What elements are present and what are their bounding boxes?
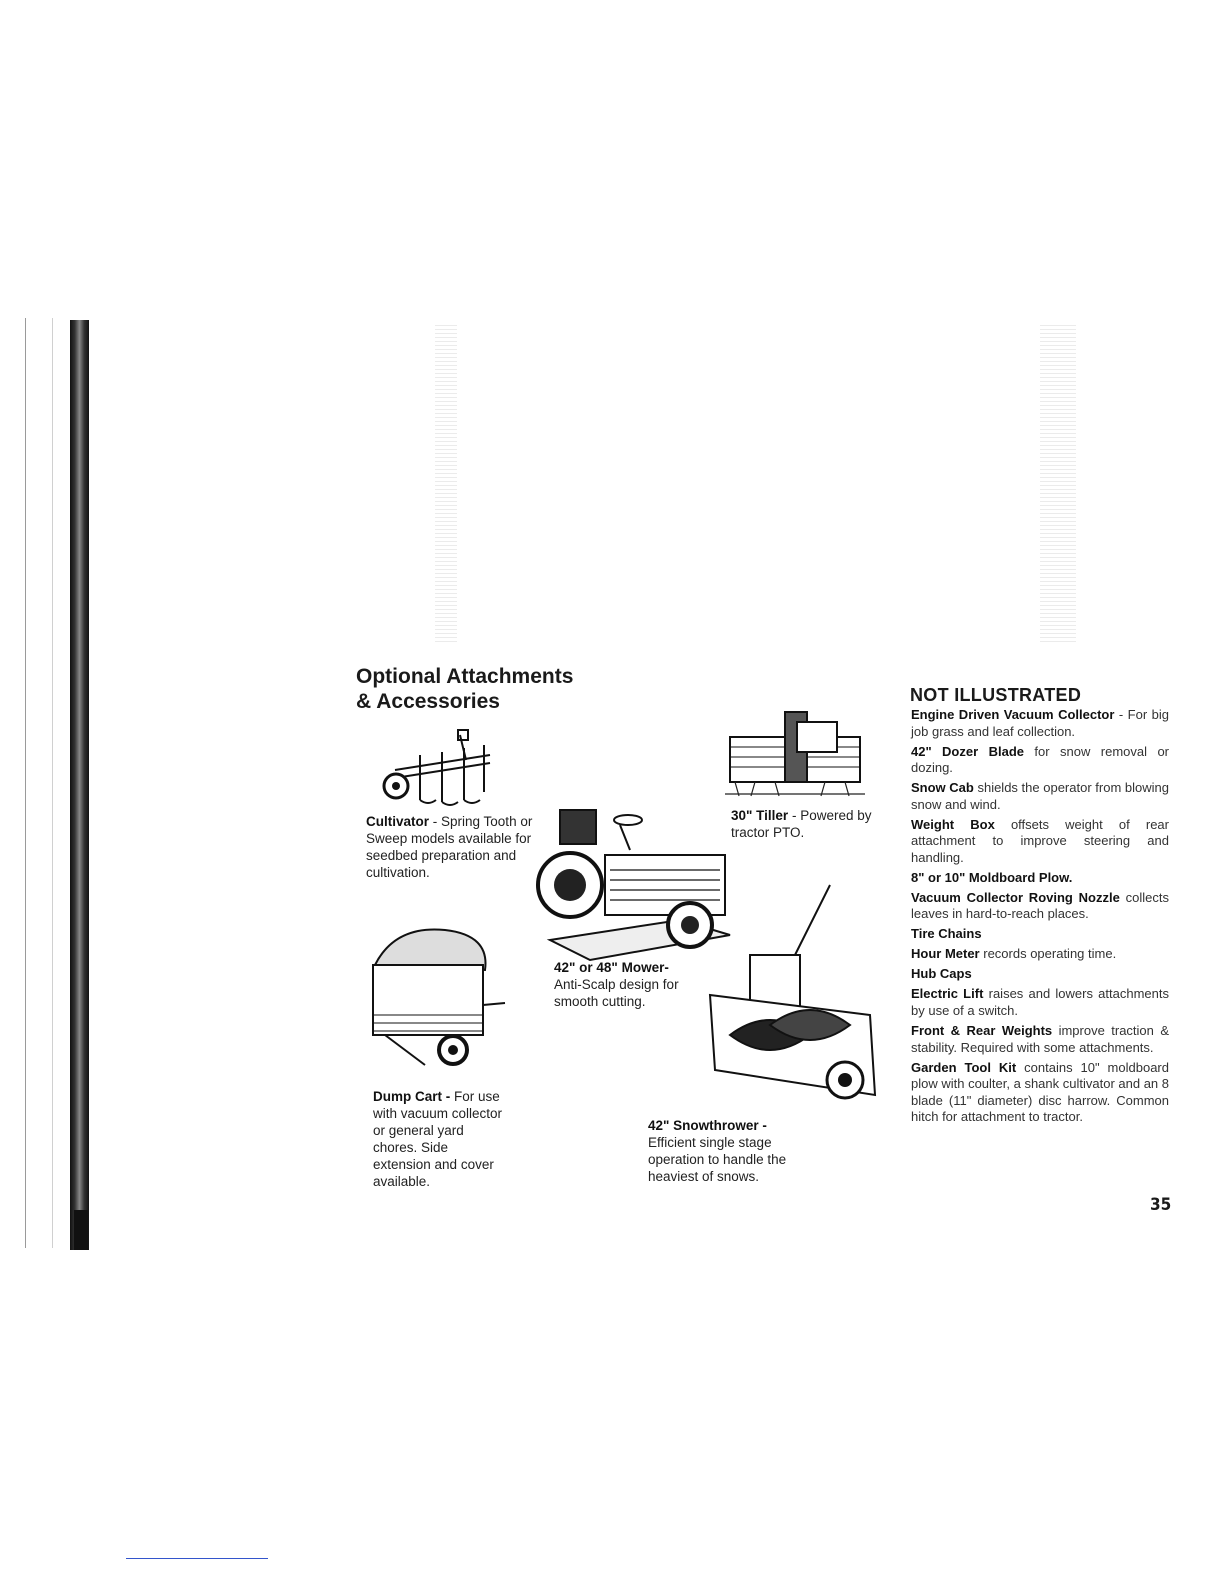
- caption-sep: -: [788, 808, 801, 823]
- binding-shadow: [70, 320, 89, 1250]
- cultivator-illustration: [380, 730, 510, 810]
- item-name: Front & Rear Weights: [911, 1023, 1053, 1038]
- list-item: [911, 744, 1169, 777]
- scan-edge-line: [25, 318, 26, 1248]
- tractor-mower-illustration: [530, 800, 740, 960]
- list-item: [911, 707, 1169, 740]
- scan-noise: [435, 322, 457, 642]
- caption-mower: [554, 959, 694, 1010]
- page-title: [356, 664, 616, 714]
- item-name: Hub Caps: [911, 966, 972, 982]
- item-text: offsets weight of rear attachment to improve steering and handling.: [911, 816, 1169, 865]
- snowthrower-illustration: [710, 885, 885, 1125]
- list-item: [911, 1060, 1169, 1126]
- caption-cultivator: [366, 813, 534, 881]
- caption-text: For use with vacuum collector or general yard chores. Side extension and cover available.: [373, 1089, 503, 1189]
- caption-dump-cart: [373, 1088, 509, 1190]
- caption-text: Spring Tooth or Sweep models available for seedbed preparation and cultivation.: [366, 814, 533, 880]
- caption-sep: -: [429, 814, 442, 829]
- item-text: for snow removal or dozing.: [911, 743, 1170, 776]
- item-name: Hour Meter: [911, 946, 980, 962]
- list-item: [911, 926, 1169, 943]
- list-item: [911, 817, 1169, 867]
- caption-name: Dump Cart: [373, 1089, 443, 1104]
- item-text: raises and lowers attachments by use of a switch.: [911, 986, 1170, 1019]
- title-line-1: Optional Attachments: [356, 665, 574, 688]
- item-name: Weight Box: [911, 816, 995, 832]
- caption-name: Cultivator: [366, 814, 430, 829]
- item-name: 8" or 10" Moldboard Plow.: [911, 869, 1073, 885]
- caption-tiller: [731, 807, 891, 841]
- item-name: Garden Tool Kit: [911, 1059, 1017, 1075]
- caption-text: Efficient single stage operation to handle the heaviest of snows.: [648, 1135, 787, 1184]
- not-illustrated-list: [911, 707, 1169, 1129]
- item-text: improve traction & stability. Required with some attachments.: [911, 1023, 1169, 1055]
- dump-cart-illustration: [365, 925, 510, 1075]
- caption-name: 42" Snowthrower: [648, 1118, 759, 1133]
- item-name: Electric Lift: [911, 986, 984, 1002]
- link-underline: [126, 1558, 268, 1559]
- item-name: Snow Cab: [911, 780, 974, 796]
- caption-text: Anti-Scalp design for smooth cutting.: [554, 977, 679, 1009]
- list-item: [911, 1023, 1169, 1056]
- not-illustrated-heading: NOT ILLUSTRATED: [910, 685, 1082, 705]
- list-item: [911, 946, 1169, 963]
- page-number: 35: [1150, 1195, 1172, 1215]
- item-text: contains 10" moldboard plow with coulter, a shank cultivator and an 8 blade (11" diameter) disc harrow. Common hitch for attachment to tractor.: [911, 1059, 1169, 1125]
- item-text: - For big job grass and leaf collection.: [911, 707, 1169, 739]
- caption-name: 30" Tiller: [731, 808, 789, 823]
- binding-shadow: [74, 1210, 88, 1250]
- item-text: shields the operator from blowing snow and wind.: [911, 780, 1169, 812]
- item-text: collects leaves in hard-to-reach places.: [911, 889, 1169, 922]
- caption-sep: -: [442, 1089, 455, 1104]
- caption-name: 42" or 48" Mower: [554, 960, 665, 975]
- list-item: [911, 966, 1169, 983]
- list-item: [911, 986, 1169, 1019]
- item-name: Engine Driven Vacuum Collector: [911, 707, 1115, 722]
- item-name: 42" Dozer Blade: [911, 743, 1024, 759]
- list-item: [911, 890, 1169, 923]
- caption-snowthrower: [648, 1117, 818, 1185]
- caption-sep: -: [664, 960, 669, 975]
- item-name: Vacuum Collector Roving Nozzle: [911, 889, 1120, 905]
- caption-sep: -: [758, 1118, 767, 1133]
- item-text: records operating time.: [979, 946, 1117, 962]
- item-name: Tire Chains: [911, 926, 982, 942]
- scan-noise: [1040, 322, 1076, 642]
- title-line-2: & Accessories: [356, 690, 500, 713]
- list-item: [911, 870, 1169, 887]
- caption-text: Powered by tractor PTO.: [731, 808, 872, 840]
- list-item: [911, 780, 1169, 813]
- scan-edge-line: [52, 318, 53, 1248]
- tiller-illustration: [725, 702, 865, 802]
